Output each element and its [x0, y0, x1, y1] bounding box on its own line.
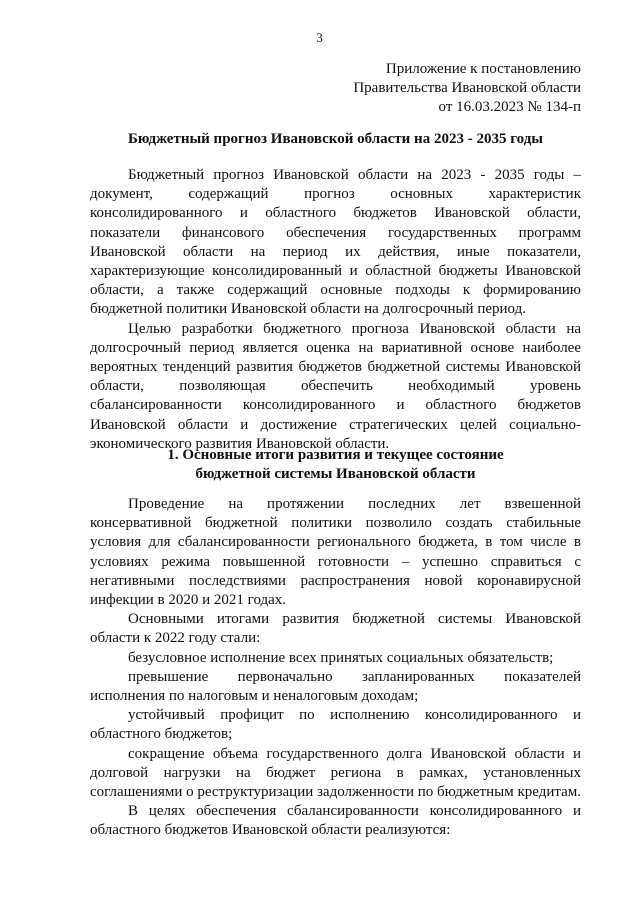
appendix-line-3: от 16.03.2023 № 134-п: [438, 99, 581, 115]
section-1-paragraph-2: Основными итогами развития бюджетной системы Ивановской области к 2022 году стали:: [90, 611, 581, 647]
section-1-heading-line-1: 1. Основные итоги развития и текущее состояние: [167, 447, 504, 463]
section-1-heading-line-2: бюджетной системы Ивановской области: [195, 466, 476, 482]
section-1-list-item-3: устойчивый профицит по исполнению консолидированного и областного бюджетов;: [90, 707, 581, 743]
section-1-paragraph-3: В целях обеспечения сбалансированности консолидированного и областного бюджетов Ивановской области реализуются:: [90, 803, 581, 839]
appendix-line-1: Приложение к постановлению: [385, 61, 581, 77]
document-title: Бюджетный прогноз Ивановской области на 2023 - 2035 годы: [128, 131, 543, 147]
intro-text: [90, 166, 581, 454]
intro-paragraph-1: Бюджетный прогноз Ивановской области на 2023 - 2035 годы – документ, содержащий прогноз основных характеристик консолидированного и областного бюджетов Ивановской области, показатели финансового обеспечения государственных программ Ивановской области на период их действия, иные показатели, характеризующие консолидированный и областной бюджеты Ивановской области, а также содержащий основные подходы к формированию бюджетной политики Ивановской области на долгосрочный период.: [90, 167, 581, 318]
section-1-heading: [90, 446, 581, 484]
appendix-line-2: Правительства Ивановской области: [353, 80, 581, 96]
intro-paragraph-2: Целью разработки бюджетного прогноза Ивановской области на долгосрочный период является оценка на вариативной основе наиболее вероятных тенденций развития бюджетов бюджетной системы Ивановской области, позволяющая обеспечить необходимый уровень сбалансированности консолидированного и областного бюджетов Ивановской области и достижение стратегических целей социально-экономического развития Ивановской области.: [90, 320, 581, 452]
section-1-text: [90, 495, 581, 841]
section-1-list-item-1: безусловное исполнение всех принятых социальных обязательств;: [128, 649, 554, 666]
appendix-header: [353, 60, 581, 117]
page-number: 3: [316, 30, 323, 45]
section-1-list-item-2: превышение первоначально запланированных показателей исполнения по налоговым и неналоговым доходам;: [90, 668, 581, 705]
section-1-list-item-4: сокращение объема государственного долга Ивановской области и долговой нагрузки на бюджет региона в рамках, установленных соглашениями о реструктуризации задолженности по бюджетным кредитам.: [90, 745, 581, 801]
section-1-paragraph-1: Проведение на протяжении последних лет взвешенной консервативной бюджетной политики позволило создать стабильные условия для сбалансированности регионального бюджета, в том числе в условиях режима повышенной готовности – успешно справиться с негативными последствиями распространения новой коронавирусной инфекции в 2020 и 2021 годах.: [90, 496, 581, 609]
